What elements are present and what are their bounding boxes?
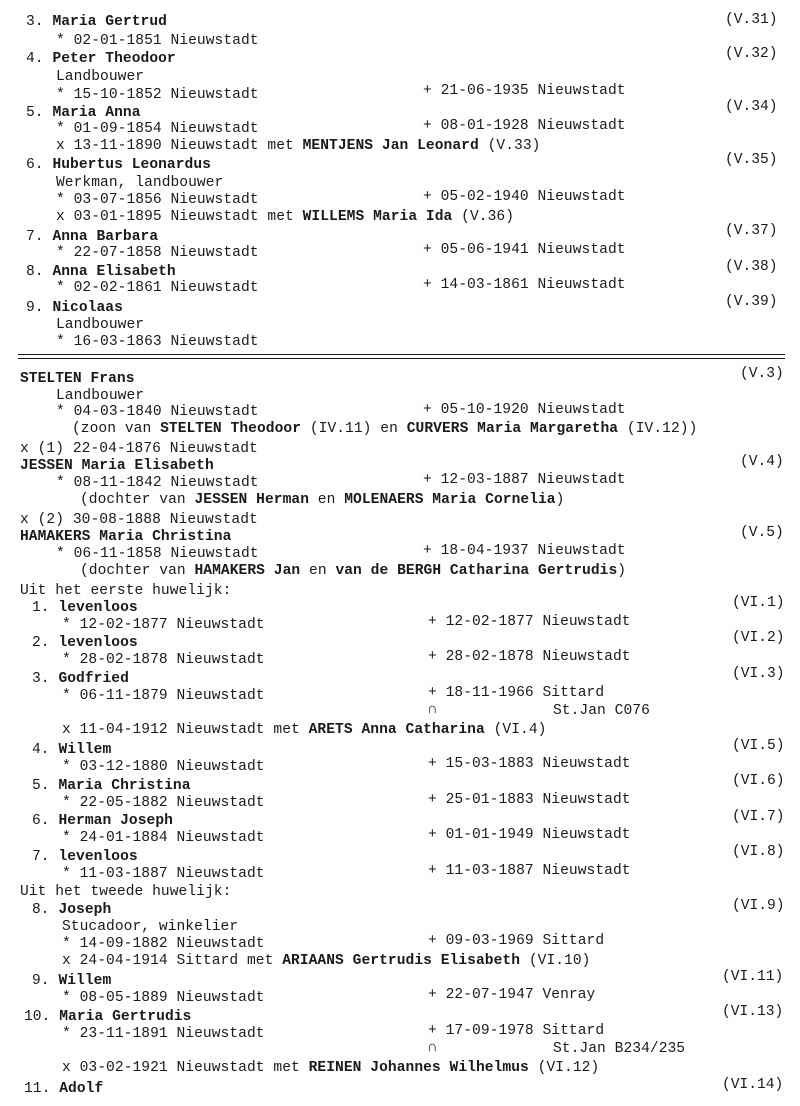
birth-line: * 02-01-1851 Nieuwstadt xyxy=(56,33,259,49)
child-number: 5. xyxy=(32,778,50,794)
child-name: Peter Theodoor xyxy=(52,51,176,67)
birth-line: * 06-11-1858 Nieuwstadt xyxy=(56,546,259,562)
marriage-line: x 24-04-1914 Sittard met ARIAANS Gertrudis Elisabeth (VI.10) xyxy=(62,953,591,969)
child-number: 5. xyxy=(26,105,44,121)
section-label: Uit het eerste huwelijk: xyxy=(20,583,232,599)
person-ref: (V.35) xyxy=(725,152,778,168)
birth-line: * 08-11-1842 Nieuwstadt xyxy=(56,475,259,491)
child-name: Willem xyxy=(58,973,112,989)
parents-line: (zoon van STELTEN Theodoor (IV.11) en CURVERS Maria Margaretha (IV.12)) xyxy=(72,421,698,437)
child-name: levenloos xyxy=(58,600,138,616)
child-number: 9. xyxy=(26,300,44,316)
occupation-line: Landbouwer xyxy=(56,69,145,85)
death-line: + 21-06-1935 Nieuwstadt xyxy=(423,83,626,99)
death-line: + 18-04-1937 Nieuwstadt xyxy=(423,543,626,559)
birth-line: * 28-02-1878 Nieuwstadt xyxy=(62,652,265,668)
spouse-name: MENTJENS Jan Leonard xyxy=(302,138,479,154)
marriage-line: x 11-04-1912 Nieuwstadt met ARETS Anna Catharina (VI.4) xyxy=(62,722,547,738)
child-name: Maria Anna xyxy=(52,105,141,121)
birth-line: * 22-07-1858 Nieuwstadt xyxy=(56,245,259,261)
death-line: + 09-03-1969 Sittard xyxy=(428,933,605,949)
child-number: 8. xyxy=(32,902,50,918)
grave-icon: ∩ xyxy=(428,1040,437,1056)
spouse-name: WILLEMS Maria Ida xyxy=(302,209,453,225)
grave-line: St.Jan B234/235 xyxy=(553,1041,686,1057)
birth-line: * 16-03-1863 Nieuwstadt xyxy=(56,334,259,350)
birth-line: * 01-09-1854 Nieuwstadt xyxy=(56,121,259,137)
death-line: + 17-09-1978 Sittard xyxy=(428,1023,605,1039)
birth-line: * 02-02-1861 Nieuwstadt xyxy=(56,280,259,296)
child-name: Nicolaas xyxy=(52,300,123,316)
child-name: Godfried xyxy=(58,671,129,687)
birth-line: * 03-12-1880 Nieuwstadt xyxy=(62,759,265,775)
death-line: + 22-07-1947 Venray xyxy=(428,987,596,1003)
section-divider xyxy=(18,354,785,355)
child-number: 6. xyxy=(32,813,50,829)
child-number: 10. xyxy=(24,1009,51,1025)
grave-icon: ∩ xyxy=(428,702,437,718)
person-ref: (VI.13) xyxy=(722,1004,784,1020)
child-name: Anna Barbara xyxy=(52,229,159,245)
person-ref: (VI.9) xyxy=(732,898,785,914)
death-line: + 05-10-1920 Nieuwstadt xyxy=(423,402,626,418)
head-name: STELTEN Frans xyxy=(20,371,135,387)
child-number: 3. xyxy=(26,14,44,30)
person-ref: (VI.5) xyxy=(732,738,785,754)
person-ref: (V.4) xyxy=(740,454,784,470)
child-name: Hubertus Leonardus xyxy=(52,157,211,173)
child-number: 4. xyxy=(26,51,44,67)
person-ref: (VI.14) xyxy=(722,1077,784,1093)
birth-line: * 08-05-1889 Nieuwstadt xyxy=(62,990,265,1006)
person-ref: (VI.8) xyxy=(732,844,785,860)
child-name: Maria Gertrudis xyxy=(59,1009,192,1025)
person-ref: (V.32) xyxy=(725,46,778,62)
child-name: levenloos xyxy=(58,849,138,865)
person-ref: (V.31) xyxy=(725,12,778,28)
person-ref: (VI.7) xyxy=(732,809,785,825)
grave-line: St.Jan C076 xyxy=(553,703,650,719)
death-line: + 14-03-1861 Nieuwstadt xyxy=(423,277,626,293)
child-name: Anna Elisabeth xyxy=(52,264,176,280)
death-line: + 08-01-1928 Nieuwstadt xyxy=(423,118,626,134)
person-ref: (V.39) xyxy=(725,294,778,310)
child-name: levenloos xyxy=(58,635,138,651)
child-name: Herman Joseph xyxy=(58,813,173,829)
person-ref: (V.5) xyxy=(740,525,784,541)
spouse-name: HAMAKERS Maria Christina xyxy=(20,529,232,545)
person-ref: (VI.11) xyxy=(722,969,784,985)
death-line: + 25-01-1883 Nieuwstadt xyxy=(428,792,631,808)
person-ref: (V.37) xyxy=(725,223,778,239)
occupation-line: Werkman, landbouwer xyxy=(56,175,224,191)
child-number: 2. xyxy=(32,635,50,651)
child-number: 11. xyxy=(24,1081,51,1097)
death-line: + 01-01-1949 Nieuwstadt xyxy=(428,827,631,843)
child-name: Adolf xyxy=(59,1081,104,1097)
marriage-line: x 13-11-1890 Nieuwstadt met MENTJENS Jan Leonard (V.33) xyxy=(56,138,541,154)
death-line: + 11-03-1887 Nieuwstadt xyxy=(428,863,631,879)
child-number: 6. xyxy=(26,157,44,173)
occupation-line: Landbouwer xyxy=(56,317,145,333)
child-number: 4. xyxy=(32,742,50,758)
child-name: Maria Gertrud xyxy=(52,14,167,30)
child-name: Maria Christina xyxy=(58,778,191,794)
occupation-line: Landbouwer xyxy=(56,388,145,404)
person-ref: (V.3) xyxy=(740,366,784,382)
marriage-line: x (1) 22-04-1876 Nieuwstadt xyxy=(20,441,258,457)
death-line: + 05-02-1940 Nieuwstadt xyxy=(423,189,626,205)
child-number: 9. xyxy=(32,973,50,989)
spouse-name: JESSEN Maria Elisabeth xyxy=(20,458,214,474)
child-number: 3. xyxy=(32,671,50,687)
child-number: 8. xyxy=(26,264,44,280)
birth-line: * 11-03-1887 Nieuwstadt xyxy=(62,866,265,882)
parents-line: (dochter van JESSEN Herman en MOLENAERS Maria Cornelia) xyxy=(80,492,565,508)
spouse-name: ARETS Anna Catharina xyxy=(308,722,485,738)
spouse-name: REINEN Johannes Wilhelmus xyxy=(308,1060,529,1076)
section-label: Uit het tweede huwelijk: xyxy=(20,884,232,900)
person-ref: (VI.3) xyxy=(732,666,785,682)
person-ref: (VI.1) xyxy=(732,595,785,611)
person-ref: (VI.2) xyxy=(732,630,785,646)
parents-line: (dochter van HAMAKERS Jan en van de BERGH Catharina Gertrudis) xyxy=(80,563,627,579)
birth-line: * 24-01-1884 Nieuwstadt xyxy=(62,830,265,846)
child-name: Willem xyxy=(58,742,112,758)
death-line: + 15-03-1883 Nieuwstadt xyxy=(428,756,631,772)
marriage-line: x 03-02-1921 Nieuwstadt met REINEN Johannes Wilhelmus (VI.12) xyxy=(62,1060,600,1076)
person-ref: (V.38) xyxy=(725,259,778,275)
child-number: 7. xyxy=(32,849,50,865)
spouse-name: ARIAANS Gertrudis Elisabeth xyxy=(282,953,521,969)
birth-line: * 06-11-1879 Nieuwstadt xyxy=(62,688,265,704)
birth-line: * 22-05-1882 Nieuwstadt xyxy=(62,795,265,811)
child-number: 1. xyxy=(32,600,50,616)
person-ref: (VI.6) xyxy=(732,773,785,789)
death-line: + 05-06-1941 Nieuwstadt xyxy=(423,242,626,258)
birth-line: * 15-10-1852 Nieuwstadt xyxy=(56,87,259,103)
child-number: 7. xyxy=(26,229,44,245)
birth-line: * 14-09-1882 Nieuwstadt xyxy=(62,936,265,952)
person-ref: (V.34) xyxy=(725,99,778,115)
death-line: + 18-11-1966 Sittard xyxy=(428,685,605,701)
birth-line: * 12-02-1877 Nieuwstadt xyxy=(62,617,265,633)
death-line: + 12-02-1877 Nieuwstadt xyxy=(428,614,631,630)
death-line: + 12-03-1887 Nieuwstadt xyxy=(423,472,626,488)
birth-line: * 23-11-1891 Nieuwstadt xyxy=(62,1026,265,1042)
marriage-line: x 03-01-1895 Nieuwstadt met WILLEMS Maria Ida (V.36) xyxy=(56,209,515,225)
marriage-line: x (2) 30-08-1888 Nieuwstadt xyxy=(20,512,258,528)
death-line: + 28-02-1878 Nieuwstadt xyxy=(428,649,631,665)
birth-line: * 03-07-1856 Nieuwstadt xyxy=(56,192,259,208)
section-divider xyxy=(18,358,785,359)
occupation-line: Stucadoor, winkelier xyxy=(62,919,239,935)
child-name: Joseph xyxy=(58,902,112,918)
birth-line: * 04-03-1840 Nieuwstadt xyxy=(56,404,259,420)
